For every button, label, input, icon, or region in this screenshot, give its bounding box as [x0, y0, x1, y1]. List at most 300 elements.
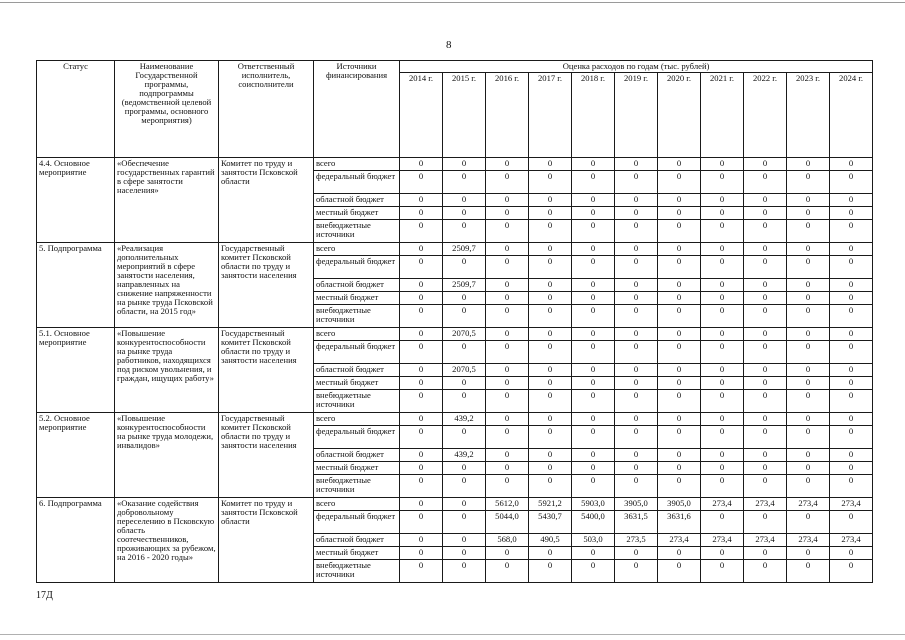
amount-cell: 0 — [443, 292, 486, 305]
amount-cell: 0 — [615, 256, 658, 279]
funding-source-cell: федеральный бюджет — [314, 341, 400, 364]
amount-cell: 0 — [830, 220, 873, 243]
amount-cell: 0 — [830, 475, 873, 498]
amount-cell: 0 — [830, 256, 873, 279]
amount-cell: 0 — [615, 547, 658, 560]
amount-cell: 0 — [787, 449, 830, 462]
program-name-cell: «Оказание содействия добровольному переселению в Псковскую область соотечественников, проживающих за рубежом, на 2016 - 2020 годы» — [115, 498, 219, 583]
header-funding-sources: Источники финансирования — [314, 61, 400, 158]
funding-source-cell: внебюджетные источники — [314, 560, 400, 583]
amount-cell: 0 — [830, 292, 873, 305]
amount-cell: 0 — [615, 449, 658, 462]
amount-cell: 0 — [744, 547, 787, 560]
amount-cell: 0 — [486, 158, 529, 171]
amount-cell: 0 — [701, 194, 744, 207]
amount-cell: 0 — [787, 220, 830, 243]
amount-cell: 0 — [486, 426, 529, 449]
amount-cell: 0 — [701, 171, 744, 194]
funding-source-cell: областной бюджет — [314, 194, 400, 207]
executor-cell: Государственный комитет Псковской области по труду и занятости населения — [219, 328, 314, 413]
amount-cell: 5044,0 — [486, 511, 529, 534]
amount-cell: 0 — [400, 341, 443, 364]
amount-cell: 0 — [400, 413, 443, 426]
amount-cell: 0 — [787, 364, 830, 377]
amount-cell: 0 — [658, 279, 701, 292]
funding-source-cell: внебюджетные источники — [314, 390, 400, 413]
amount-cell: 0 — [486, 462, 529, 475]
amount-cell: 0 — [443, 377, 486, 390]
amount-cell: 273,4 — [658, 534, 701, 547]
amount-cell: 3631,6 — [658, 511, 701, 534]
amount-cell: 0 — [658, 207, 701, 220]
amount-cell: 0 — [443, 341, 486, 364]
amount-cell: 3905,0 — [615, 498, 658, 511]
amount-cell: 0 — [443, 171, 486, 194]
program-name-cell: «Обеспечение государственных гарантий в сфере занятости населения» — [115, 158, 219, 243]
amount-cell: 0 — [486, 279, 529, 292]
amount-cell: 0 — [443, 534, 486, 547]
amount-cell: 0 — [486, 305, 529, 328]
amount-cell: 0 — [787, 305, 830, 328]
amount-cell: 0 — [787, 511, 830, 534]
amount-cell: 0 — [744, 449, 787, 462]
amount-cell: 0 — [529, 279, 572, 292]
amount-cell: 568,0 — [486, 534, 529, 547]
amount-cell: 0 — [744, 207, 787, 220]
amount-cell: 0 — [572, 194, 615, 207]
amount-cell: 0 — [830, 364, 873, 377]
amount-cell: 0 — [744, 341, 787, 364]
amount-cell: 0 — [830, 560, 873, 583]
status-cell: 5. Подпрограмма — [37, 243, 115, 328]
amount-cell: 0 — [400, 390, 443, 413]
amount-cell: 0 — [658, 390, 701, 413]
funding-source-cell: всего — [314, 328, 400, 341]
amount-cell: 0 — [572, 243, 615, 256]
amount-cell: 0 — [529, 158, 572, 171]
funding-source-cell: федеральный бюджет — [314, 171, 400, 194]
amount-cell: 0 — [744, 220, 787, 243]
amount-cell: 0 — [615, 475, 658, 498]
table-row — [37, 243, 873, 256]
amount-cell: 0 — [830, 511, 873, 534]
amount-cell: 0 — [572, 207, 615, 220]
amount-cell: 0 — [615, 390, 658, 413]
amount-cell: 0 — [400, 511, 443, 534]
amount-cell: 5430,7 — [529, 511, 572, 534]
amount-cell: 0 — [400, 279, 443, 292]
amount-cell: 0 — [615, 194, 658, 207]
amount-cell: 0 — [400, 220, 443, 243]
amount-cell: 0 — [615, 279, 658, 292]
amount-cell: 0 — [658, 341, 701, 364]
status-cell: 5.1. Основное мероприятие — [37, 328, 115, 413]
amount-cell: 0 — [486, 560, 529, 583]
amount-cell: 0 — [658, 547, 701, 560]
amount-cell: 439,2 — [443, 413, 486, 426]
amount-cell: 0 — [572, 220, 615, 243]
header-year: 2017 г. — [529, 73, 572, 158]
amount-cell: 0 — [701, 207, 744, 220]
amount-cell: 0 — [572, 413, 615, 426]
amount-cell: 0 — [830, 377, 873, 390]
amount-cell: 0 — [658, 426, 701, 449]
amount-cell: 0 — [701, 377, 744, 390]
amount-cell: 0 — [830, 207, 873, 220]
amount-cell: 0 — [701, 341, 744, 364]
amount-cell: 0 — [701, 426, 744, 449]
amount-cell: 0 — [658, 305, 701, 328]
header-year: 2024 г. — [830, 73, 873, 158]
amount-cell: 0 — [400, 158, 443, 171]
amount-cell: 2070,5 — [443, 328, 486, 341]
amount-cell: 0 — [400, 171, 443, 194]
table-row — [37, 413, 873, 426]
amount-cell: 0 — [486, 449, 529, 462]
funding-source-cell: областной бюджет — [314, 449, 400, 462]
amount-cell: 0 — [744, 560, 787, 583]
amount-cell: 0 — [572, 305, 615, 328]
header-year: 2020 г. — [658, 73, 701, 158]
amount-cell: 0 — [529, 194, 572, 207]
amount-cell: 0 — [529, 220, 572, 243]
amount-cell: 0 — [572, 475, 615, 498]
amount-cell: 0 — [443, 207, 486, 220]
executor-cell: Государственный комитет Псковской области по труду и занятости населения — [219, 413, 314, 498]
amount-cell: 0 — [486, 413, 529, 426]
amount-cell: 0 — [615, 158, 658, 171]
amount-cell: 0 — [443, 560, 486, 583]
amount-cell: 0 — [486, 171, 529, 194]
amount-cell: 0 — [787, 328, 830, 341]
amount-cell: 0 — [701, 462, 744, 475]
amount-cell: 0 — [400, 449, 443, 462]
amount-cell: 0 — [615, 292, 658, 305]
header-year: 2016 г. — [486, 73, 529, 158]
amount-cell: 0 — [658, 194, 701, 207]
amount-cell: 0 — [443, 194, 486, 207]
amount-cell: 0 — [658, 475, 701, 498]
amount-cell: 0 — [658, 328, 701, 341]
amount-cell: 0 — [443, 475, 486, 498]
amount-cell: 0 — [615, 207, 658, 220]
table-row — [37, 498, 873, 511]
amount-cell: 5612,0 — [486, 498, 529, 511]
header-year: 2014 г. — [400, 73, 443, 158]
status-cell: 4.4. Основное мероприятие — [37, 158, 115, 243]
amount-cell: 0 — [787, 547, 830, 560]
amount-cell: 0 — [486, 328, 529, 341]
amount-cell: 0 — [787, 560, 830, 583]
amount-cell: 0 — [830, 390, 873, 413]
amount-cell: 0 — [572, 171, 615, 194]
amount-cell: 0 — [787, 475, 830, 498]
amount-cell: 0 — [572, 449, 615, 462]
amount-cell: 0 — [400, 426, 443, 449]
amount-cell: 0 — [615, 413, 658, 426]
amount-cell: 0 — [701, 328, 744, 341]
amount-cell: 0 — [744, 158, 787, 171]
amount-cell: 0 — [529, 207, 572, 220]
amount-cell: 0 — [658, 256, 701, 279]
amount-cell: 439,2 — [443, 449, 486, 462]
header-program-name: Наименование Государственной программы, подпрограммы (ведомственной целевой программы, основного мероприятия) — [115, 61, 219, 158]
amount-cell: 0 — [443, 305, 486, 328]
amount-cell: 0 — [787, 462, 830, 475]
amount-cell: 0 — [658, 220, 701, 243]
amount-cell: 0 — [787, 390, 830, 413]
amount-cell: 0 — [830, 171, 873, 194]
amount-cell: 0 — [400, 194, 443, 207]
header-year: 2019 г. — [615, 73, 658, 158]
amount-cell: 2070,5 — [443, 364, 486, 377]
funding-source-cell: областной бюджет — [314, 279, 400, 292]
amount-cell: 0 — [701, 364, 744, 377]
amount-cell: 273,4 — [830, 534, 873, 547]
executor-cell: Комитет по труду и занятости Псковской области — [219, 158, 314, 243]
amount-cell: 0 — [400, 364, 443, 377]
amount-cell: 273,5 — [615, 534, 658, 547]
executor-cell: Комитет по труду и занятости Псковской области — [219, 498, 314, 583]
amount-cell: 0 — [830, 426, 873, 449]
program-name-cell: «Повышение конкурентоспособности на рынке труда работников, находящихся под риском увольнения, и граждан, ищущих работу» — [115, 328, 219, 413]
amount-cell: 0 — [701, 158, 744, 171]
amount-cell: 0 — [658, 171, 701, 194]
amount-cell: 0 — [615, 243, 658, 256]
amount-cell: 0 — [529, 256, 572, 279]
amount-cell: 0 — [572, 292, 615, 305]
amount-cell: 0 — [787, 158, 830, 171]
amount-cell: 0 — [615, 328, 658, 341]
amount-cell: 273,4 — [830, 498, 873, 511]
amount-cell: 0 — [572, 328, 615, 341]
amount-cell: 0 — [443, 462, 486, 475]
amount-cell: 0 — [658, 413, 701, 426]
amount-cell: 0 — [572, 426, 615, 449]
amount-cell: 0 — [486, 292, 529, 305]
amount-cell: 0 — [486, 194, 529, 207]
amount-cell: 0 — [529, 243, 572, 256]
amount-cell: 0 — [744, 413, 787, 426]
amount-cell: 0 — [830, 449, 873, 462]
amount-cell: 0 — [787, 256, 830, 279]
amount-cell: 0 — [572, 364, 615, 377]
amount-cell: 0 — [572, 341, 615, 364]
amount-cell: 0 — [744, 279, 787, 292]
amount-cell: 0 — [701, 220, 744, 243]
footer-document-code: 17Д — [36, 590, 53, 601]
amount-cell: 0 — [658, 449, 701, 462]
amount-cell: 0 — [443, 498, 486, 511]
header-executor: Ответственный исполнитель, соисполнители — [219, 61, 314, 158]
amount-cell: 0 — [529, 390, 572, 413]
funding-source-cell: федеральный бюджет — [314, 511, 400, 534]
program-name-cell: «Реализация дополнительных мероприятий в сфере занятости населения, направленных на снижение напряженности на рынке труда Псковской области, на 2015 год» — [115, 243, 219, 328]
budget-table — [36, 60, 873, 583]
amount-cell: 0 — [658, 158, 701, 171]
amount-cell: 0 — [615, 462, 658, 475]
amount-cell: 273,4 — [787, 498, 830, 511]
amount-cell: 0 — [787, 413, 830, 426]
amount-cell: 0 — [787, 243, 830, 256]
amount-cell: 273,4 — [787, 534, 830, 547]
header-year: 2021 г. — [701, 73, 744, 158]
amount-cell: 0 — [744, 364, 787, 377]
amount-cell: 0 — [529, 475, 572, 498]
amount-cell: 0 — [400, 498, 443, 511]
amount-cell: 0 — [486, 207, 529, 220]
amount-cell: 0 — [400, 560, 443, 583]
amount-cell: 0 — [400, 207, 443, 220]
amount-cell: 0 — [486, 390, 529, 413]
header-year: 2023 г. — [787, 73, 830, 158]
amount-cell: 0 — [572, 256, 615, 279]
header-year: 2018 г. — [572, 73, 615, 158]
amount-cell: 0 — [486, 377, 529, 390]
amount-cell: 0 — [744, 194, 787, 207]
amount-cell: 0 — [830, 279, 873, 292]
table-body — [37, 158, 873, 583]
amount-cell: 0 — [529, 426, 572, 449]
amount-cell: 0 — [400, 256, 443, 279]
amount-cell: 0 — [400, 547, 443, 560]
amount-cell: 0 — [658, 377, 701, 390]
amount-cell: 0 — [400, 475, 443, 498]
amount-cell: 0 — [615, 426, 658, 449]
amount-cell: 0 — [787, 292, 830, 305]
funding-source-cell: местный бюджет — [314, 292, 400, 305]
amount-cell: 0 — [486, 341, 529, 364]
amount-cell: 0 — [701, 560, 744, 583]
amount-cell: 0 — [572, 390, 615, 413]
amount-cell: 0 — [830, 413, 873, 426]
amount-cell: 0 — [744, 462, 787, 475]
amount-cell: 273,4 — [744, 534, 787, 547]
amount-cell: 0 — [529, 462, 572, 475]
amount-cell: 0 — [529, 449, 572, 462]
amount-cell: 0 — [572, 560, 615, 583]
amount-cell: 0 — [486, 475, 529, 498]
amount-cell: 0 — [830, 158, 873, 171]
amount-cell: 0 — [529, 547, 572, 560]
amount-cell: 0 — [443, 390, 486, 413]
amount-cell: 0 — [658, 243, 701, 256]
table-row — [37, 328, 873, 341]
amount-cell: 0 — [529, 328, 572, 341]
amount-cell: 0 — [615, 560, 658, 583]
amount-cell: 0 — [830, 194, 873, 207]
amount-cell: 0 — [529, 560, 572, 583]
amount-cell: 0 — [658, 560, 701, 583]
amount-cell: 0 — [744, 292, 787, 305]
amount-cell: 0 — [787, 194, 830, 207]
amount-cell: 0 — [400, 328, 443, 341]
amount-cell: 0 — [443, 256, 486, 279]
amount-cell: 0 — [701, 547, 744, 560]
funding-source-cell: областной бюджет — [314, 534, 400, 547]
amount-cell: 0 — [701, 243, 744, 256]
amount-cell: 273,4 — [701, 534, 744, 547]
amount-cell: 0 — [529, 364, 572, 377]
amount-cell: 0 — [744, 377, 787, 390]
funding-source-cell: внебюджетные источники — [314, 305, 400, 328]
amount-cell: 0 — [701, 390, 744, 413]
amount-cell: 0 — [744, 511, 787, 534]
amount-cell: 0 — [615, 364, 658, 377]
amount-cell: 0 — [701, 511, 744, 534]
amount-cell: 0 — [400, 305, 443, 328]
amount-cell: 0 — [486, 220, 529, 243]
amount-cell: 273,4 — [744, 498, 787, 511]
amount-cell: 0 — [572, 279, 615, 292]
amount-cell: 0 — [744, 171, 787, 194]
funding-source-cell: федеральный бюджет — [314, 426, 400, 449]
amount-cell: 0 — [443, 426, 486, 449]
amount-cell: 0 — [400, 292, 443, 305]
funding-source-cell: местный бюджет — [314, 547, 400, 560]
amount-cell: 0 — [486, 547, 529, 560]
amount-cell: 0 — [701, 279, 744, 292]
amount-cell: 0 — [400, 377, 443, 390]
amount-cell: 0 — [658, 364, 701, 377]
header-expense-estimate: Оценка расходов по годам (тыс. рублей) — [400, 61, 873, 73]
amount-cell: 0 — [572, 462, 615, 475]
amount-cell: 0 — [701, 475, 744, 498]
amount-cell: 0 — [615, 377, 658, 390]
amount-cell: 0 — [701, 305, 744, 328]
amount-cell: 0 — [830, 243, 873, 256]
funding-source-cell: местный бюджет — [314, 207, 400, 220]
amount-cell: 0 — [787, 426, 830, 449]
funding-source-cell: областной бюджет — [314, 364, 400, 377]
amount-cell: 0 — [572, 547, 615, 560]
funding-source-cell: федеральный бюджет — [314, 256, 400, 279]
amount-cell: 273,4 — [701, 498, 744, 511]
amount-cell: 0 — [529, 413, 572, 426]
amount-cell: 3905,0 — [658, 498, 701, 511]
amount-cell: 0 — [400, 462, 443, 475]
amount-cell: 0 — [787, 279, 830, 292]
header-year: 2022 г. — [744, 73, 787, 158]
amount-cell: 0 — [744, 305, 787, 328]
amount-cell: 0 — [443, 158, 486, 171]
amount-cell: 0 — [701, 413, 744, 426]
table-row — [37, 158, 873, 171]
page-number: 8 — [446, 39, 452, 51]
amount-cell: 0 — [529, 305, 572, 328]
amount-cell: 0 — [572, 158, 615, 171]
scan-edge-bottom — [0, 634, 905, 635]
amount-cell: 503,0 — [572, 534, 615, 547]
program-name-cell: «Повышение конкурентоспособности на рынке труда молодежи, инвалидов» — [115, 413, 219, 498]
funding-source-cell: всего — [314, 498, 400, 511]
amount-cell: 0 — [615, 341, 658, 364]
amount-cell: 0 — [486, 364, 529, 377]
amount-cell: 0 — [830, 462, 873, 475]
amount-cell: 0 — [400, 243, 443, 256]
amount-cell: 5400,0 — [572, 511, 615, 534]
header-year: 2015 г. — [443, 73, 486, 158]
amount-cell: 0 — [787, 207, 830, 220]
amount-cell: 0 — [701, 256, 744, 279]
amount-cell: 0 — [701, 449, 744, 462]
status-cell: 6. Подпрограмма — [37, 498, 115, 583]
funding-source-cell: внебюджетные источники — [314, 220, 400, 243]
funding-source-cell: всего — [314, 243, 400, 256]
amount-cell: 0 — [658, 462, 701, 475]
amount-cell: 0 — [744, 390, 787, 413]
amount-cell: 0 — [486, 243, 529, 256]
